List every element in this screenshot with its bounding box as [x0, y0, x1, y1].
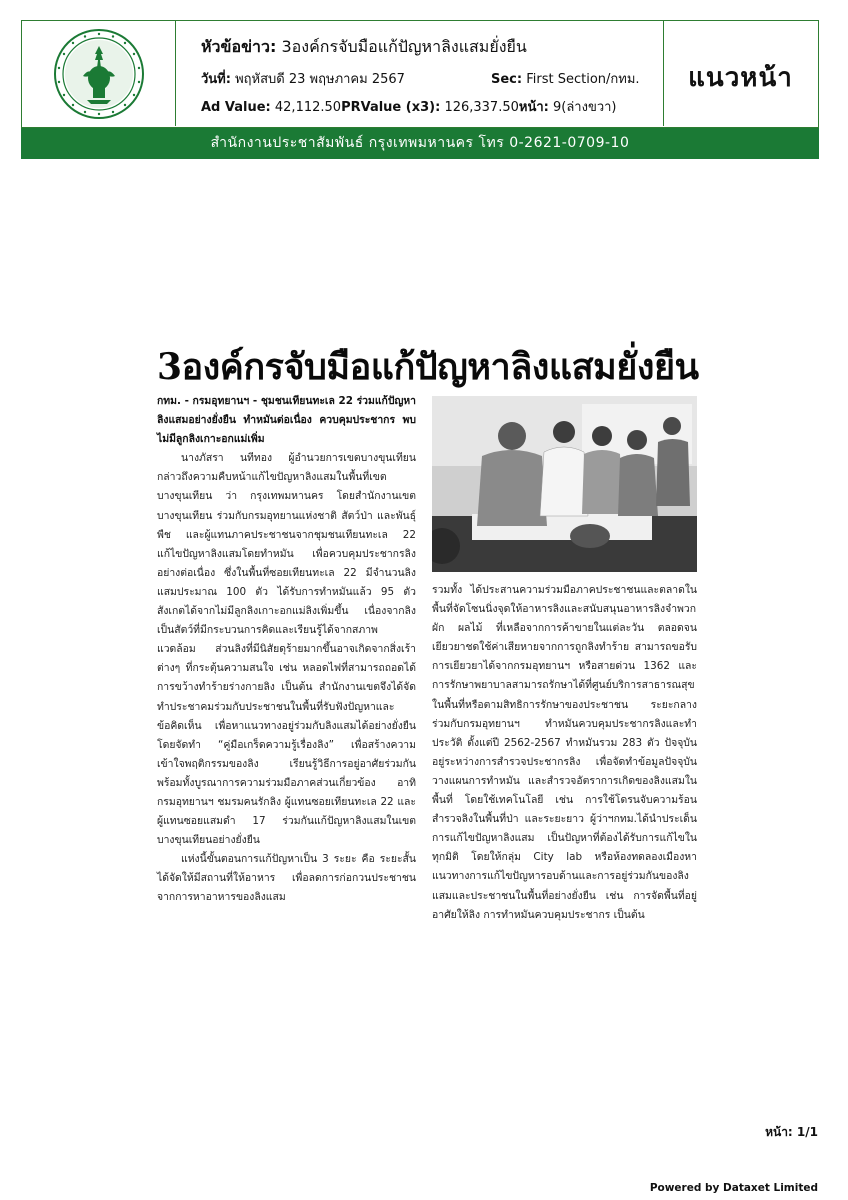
article-headline: 3องค์กรจับมือแก้ปัญหาลิงแสมยั่งยืน [157, 346, 699, 388]
date-row [201, 68, 405, 89]
article-paragraph: รวมทั้ง ได้ประสานความร่วมมือภาคประชาชนและตลาดในพื้นที่จัดโซนนิ่งจุดให้อาหารลิงและสนับสนุนอาหารลิงจำพวกผัก ผลไม้ ที่เหลือจากการค้าขายในแต่ละวัน ตลอดจนเยียวยาชดใช้ค่าเสียหายจากการถูกลิงทำร้าย สามารถขอรับการเยียวยาได้จากกรมอุทยานฯ หรือสายด่วน 1362 และการรักษาพยาบาลสามารถรักษาได้ที่ศูนย์บริการสาธารณสุขในพื้นที่หรือตามสิทธิการรักษาของประชาชน ระยะกลาง ร่วมกับกรมอุทยานฯ ทำหมันควบคุมประชากรลิงและทำประวัติ ตั้งแต่ปี 2562-2567 ทำหมันรวม 283 ตัว ปัจจุบันอยู่ระหว่างการสำรวจประชากรลิง เพื่อจัดทำข้อมูลปัจจุบัน วางแผนการทำหมัน และสำรวจอัตราการเกิดของลิงแสมในพื้นที่ โดยใช้เทคโนโลยี เช่น การใช้โดรนจับความร้อนสำรวจลิงในพื้นที่ป่า และระยะยาว ผู้ว่าฯกทม.ได้นำประเด็นการแก้ไขปัญหาลิงแสม เป็นปัญหาที่ต้องได้รับการแก้ไขในทุกมิติ โดยให้กลุ่ม City lab หรือห้องทดลองเมืองหาแนวทางการแก้ไขปัญหารอบด้านและการอยู่ร่วมกันของลิงแสมและประชาชนในพื้นที่อย่างยั่งยืน เช่น การจัดพื้นที่อยู่อาศัยให้ลิง การทำหมันควบคุมประชากร เป็นต้น [432, 584, 697, 921]
publication-cell [663, 21, 818, 126]
bma-seal-logo [53, 28, 145, 120]
clipping-info [175, 21, 664, 126]
clipping-header [21, 20, 819, 128]
ad-value-label: Ad Value: [201, 100, 271, 115]
news-photo [432, 396, 697, 572]
ad-value: 42,112.50 [274, 100, 342, 115]
publication-name: แนวหน้า [688, 63, 793, 93]
page-number: หน้า: 1/1 [765, 1125, 818, 1139]
page-label: หน้า: [518, 100, 549, 115]
article-lead: กทม. - กรมอุทยานฯ - ชุมชนเทียนทะเล 22 ร่วมแก้ปัญหาลิงแสมอย่างยั่งยืน ทำหมันต่อเนื่อง ควบคุมประชากร พบไม่มีลูกลิงเกาะอกแม่เพิ่ม [157, 395, 416, 446]
article-paragraph: นางภัสรา นทีทอง ผู้อำนวยการเขตบางขุนเทียน กล่าวถึงความคืบหน้าแก้ไขปัญหาลิงแสมในพื้นที่เขตบางขุนเทียน ว่า กรุงเทพมหานคร โดยสำนักงานเขตบางขุนเทียน ร่วมกับกรมอุทยานแห่งชาติ สัตว์ป่า และพันธุ์พืช และผู้แทนภาคประชาชนจากชุมชนเทียนทะเล 22 แก้ไขปัญหาลิงแสมโดยทำหมัน เพื่อควบคุมประชากรลิงอย่างต่อเนื่อง ซึ่งในพื้นที่ซอยเทียนทะเล 22 มีจำนวนลิงแสมประมาณ 100 ตัว ได้รับการทำหมันแล้ว 95 ตัว สังเกตได้จากไม่มีลูกลิงเกาะอกแม่ลิงเพิ่มขึ้น เนื่องจากลิงเป็นสัตว์ที่มีกระบวนการคิดและเรียนรู้ได้จากสภาพแวดล้อม ส่วนลิงที่มีนิสัยดุร้ายมากขึ้นอาจเกิดจากสิ่งเร้าต่างๆ ที่กระตุ้นความสนใจ เช่น หลอดไฟที่สามารถถอดได้ การขว้างทำร้ายร่างกายลิง เป็นต้น สำนักงานเขตจึงได้จัดทำประชาคมร่วมกับประชาชนในพื้นที่รับฟังปัญหาและข้อคิดเห็น เพื่อหาแนวทางอยู่ร่วมกับลิงแสมได้อย่างยั่งยืน โดยจัดทำ “คู่มือเกร็ดความรู้เรื่องลิง” เพื่อสร้างความเข้าใจพฤติกรรมของลิง เรียนรู้วิธีการอยู่อาศัยร่วมกัน พร้อมทั้งบูรณาการความร่วมมือภาคส่วนเกี่ยวข้อง อาทิ กรมอุทยานฯ ชมรมคนรักลิง ผู้แทนซอยเทียนทะเล 22 และผู้แทนซอยแสมดำ 17 ร่วมกันแก้ปัญหาลิงแสมในเขตบางขุนเทียนอย่างยั่งยืน [157, 452, 416, 847]
section-row [491, 68, 640, 89]
date-label: วันที่: [201, 72, 231, 87]
pr-value: 126,337.50 [444, 100, 519, 115]
article-column-2 [432, 581, 697, 925]
page-value: 9(ล่างขวา) [552, 100, 617, 115]
date-value: พฤหัสบดี 23 พฤษภาคม 2567 [235, 72, 405, 87]
powered-by: Powered by Dataxet Limited [649, 1182, 818, 1194]
headline-row [201, 35, 527, 60]
office-contact-bar: สำนักงานประชาสัมพันธ์ กรุงเทพมหานคร โทร 0-2621-0709-10 [21, 128, 819, 159]
sec-label: Sec: [491, 72, 523, 87]
logo-cell [22, 21, 176, 126]
pr-value-label: PRValue (x3): [341, 100, 441, 115]
value-row [201, 96, 617, 117]
article-column-1 [157, 392, 416, 908]
sec-value: First Section/กทม. [526, 72, 640, 87]
headline-value: 3องค์กรจับมือแก้ปัญหาลิงแสมยั่งยืน [281, 37, 527, 56]
article-paragraph: แห่งนี้ขั้นตอนการแก้ปัญหาเป็น 3 ระยะ คือ ระยะสั้น ได้จัดให้มีสถานที่ให้อาหาร เพื่อลดการก่อกวนประชาชนจากการหาอาหารของลิงแสม [157, 853, 416, 904]
headline-label: หัวข้อข่าว: [201, 37, 277, 56]
